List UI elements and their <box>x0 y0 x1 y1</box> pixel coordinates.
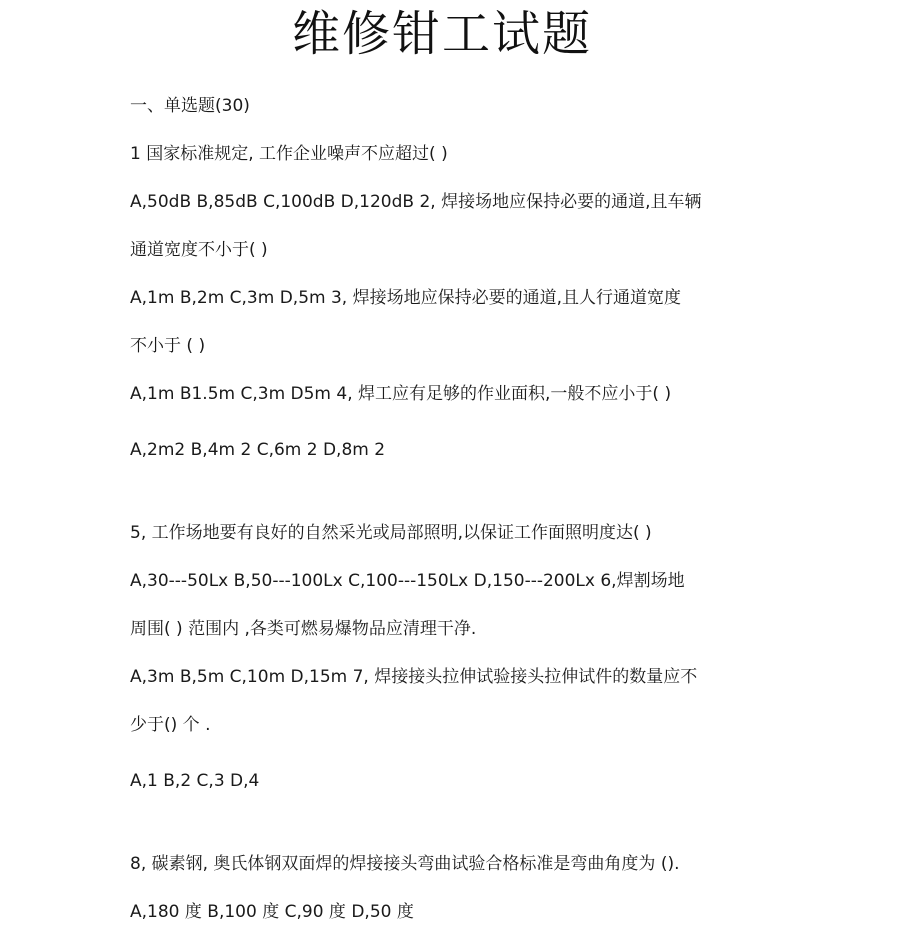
question-line: 1 国家标准规定, 工作企业噪声不应超过( ) <box>130 144 448 164</box>
document-title: 维修钳工试题 <box>291 6 592 62</box>
question-line: A,1m B1.5m C,3m D5m 4, 焊工应有足够的作业面积,一般不应小于( ) <box>130 384 672 404</box>
question-line: 通道宽度不小于( ) <box>130 240 268 260</box>
section-heading: 一、单选题(30) <box>130 96 250 116</box>
question-line: A,2m2 B,4m 2 C,6m 2 D,8m 2 <box>130 440 386 460</box>
question-line: A,30---50Lx B,50---100Lx C,100---150Lx D,150---200Lx 6,焊割场地 <box>130 571 685 591</box>
question-line: A,1 B,2 C,3 D,4 <box>130 771 260 791</box>
question-line: 5, 工作场地要有良好的自然采光或局部照明,以保证工作面照明度达( ) <box>130 523 652 543</box>
question-line: A,1m B,2m C,3m D,5m 3, 焊接场地应保持必要的通道,且人行通道宽度 <box>130 288 682 308</box>
question-line: 少于() 个 . <box>130 715 211 735</box>
question-line: A,180 度 B,100 度 C,90 度 D,50 度 <box>130 902 414 922</box>
question-line: 不小于 ( ) <box>130 336 206 356</box>
question-line: A,50dB B,85dB C,100dB D,120dB 2, 焊接场地应保持必要的通道,且车辆 <box>130 192 702 212</box>
question-line: 8, 碳素钢, 奥氏体钢双面焊的焊接接头弯曲试验合格标准是弯曲角度为 (). <box>130 854 680 874</box>
question-line: A,3m B,5m C,10m D,15m 7, 焊接接头拉伸试验接头拉伸试件的数量应不 <box>130 667 698 687</box>
question-line: 周围( ) 范围内 ,各类可燃易爆物品应清理干净. <box>130 619 477 639</box>
